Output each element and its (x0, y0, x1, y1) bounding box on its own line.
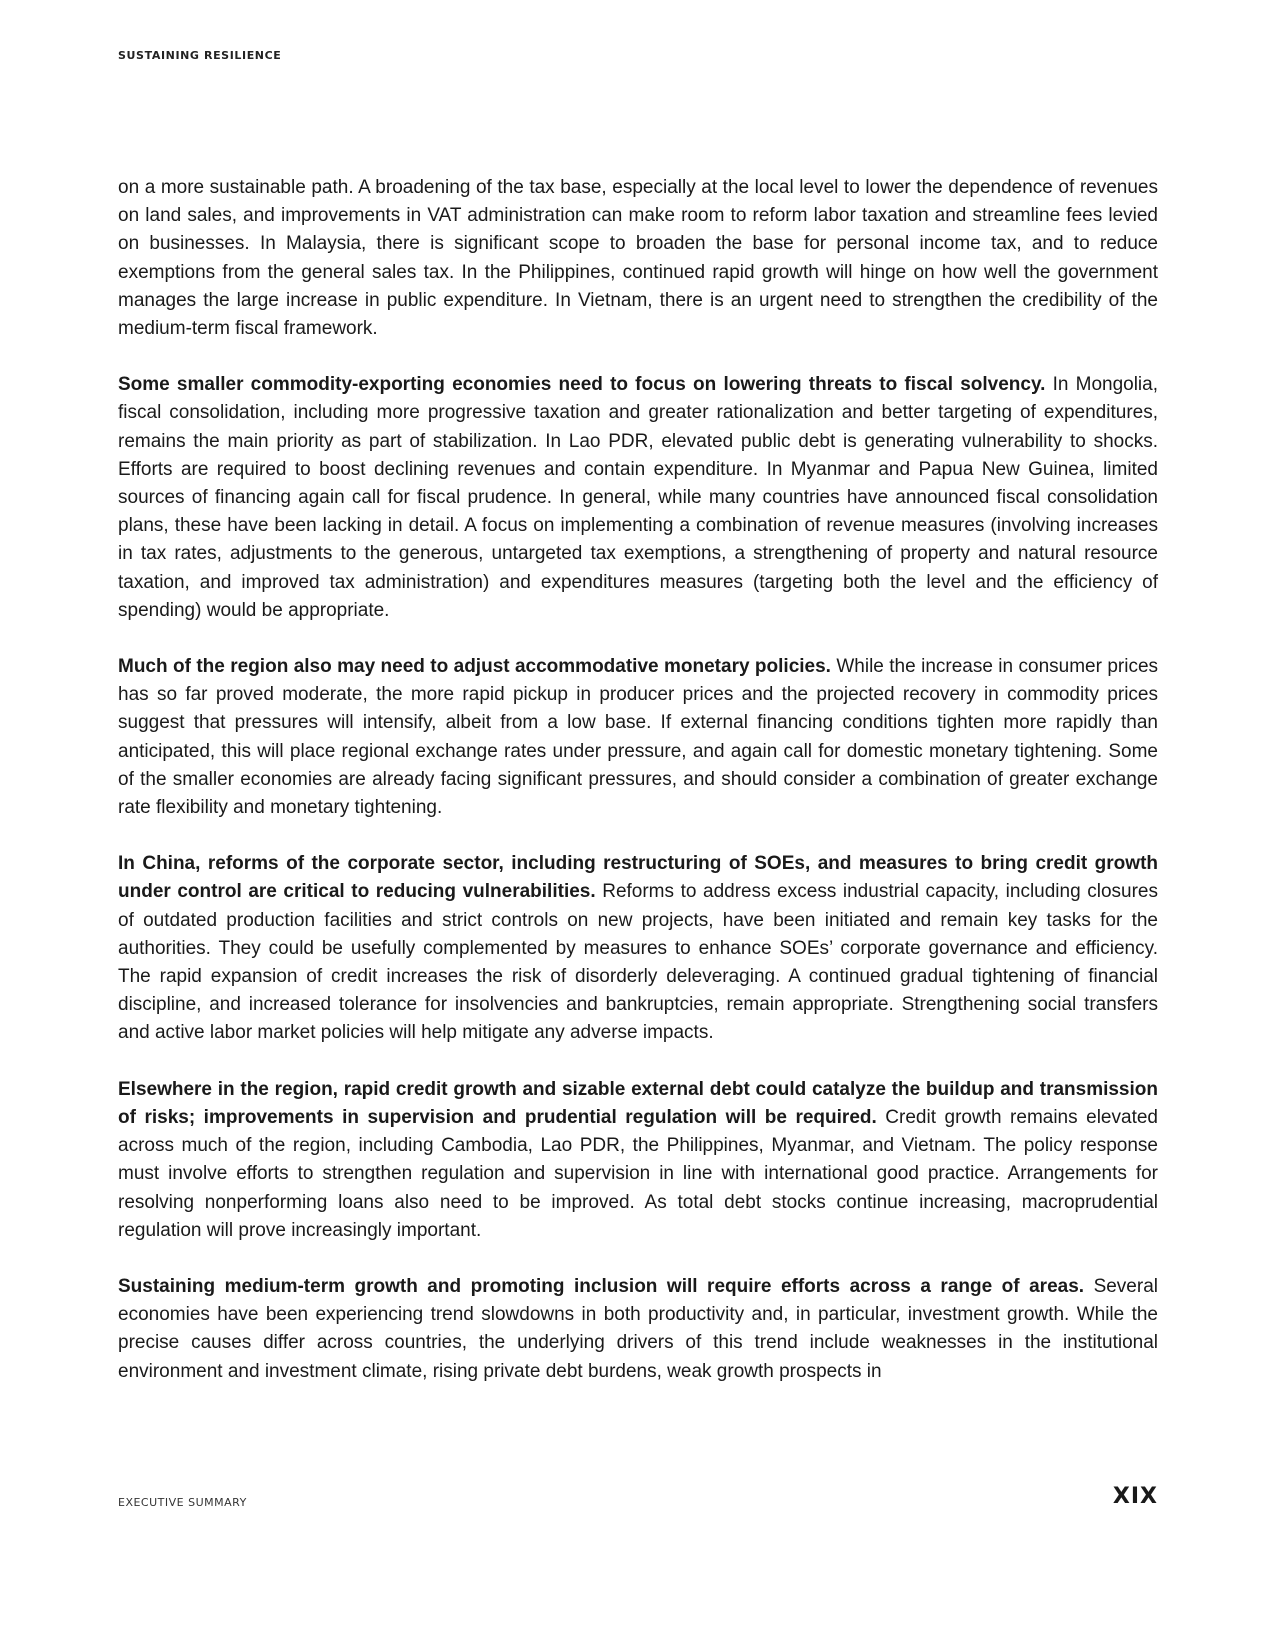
running-footer: EXECUTIVE SUMMARY (118, 1496, 247, 1509)
paragraph-text: While the increase in consumer prices has so far proved moderate, the more rapid pickup in producer prices and the projected recovery in commodity prices suggest that pressures will intensify, albeit from a low base. If external financing conditions tighten more rapidly than anticipated, this will place regional exchange rates under pressure, and again call for domestic monetary tightening. Some of the smaller economies are already facing significant pressures, and should consider a combination of greater exchange rate flexibility and monetary tightening. (118, 656, 1159, 819)
paragraph-fiscal-solvency (118, 371, 1158, 625)
paragraph-lead: Some smaller commodity-exporting economies need to focus on lowering threats to fiscal solvency. (118, 374, 1046, 396)
paragraph-text: Reforms to address excess industrial capacity, including closures of outdated production facilities and strict controls on new projects, have been initiated and remain key tasks for the authorities. They could be usefully complemented by measures to enhance SOEs’ corporate governance and efficiency. The rapid expansion of credit increases the risk of disorderly deleveraging. A continued gradual tightening of financial discipline, and increased tolerance for insolvencies and bankruptcies, remain appropriate. Strengthening social transfers and active labor market policies will help mitigate any adverse impacts. (118, 881, 1158, 1044)
paragraph-text: on a more sustainable path. A broadening of the tax base, especially at the local level to lower the dependence of revenues on land sales, and improvements in VAT administration can make room to reform labor taxation and streamline fees levied on businesses. In Malaysia, there is significant scope to broaden the base for personal income tax, and to reduce exemptions from the general sales tax. In the Philippines, continued rapid growth will hinge on how well the government manages the large increase in public expenditure. In Vietnam, there is an urgent need to strengthen the credibility of the medium-term fiscal framework. (118, 177, 1158, 340)
paragraph-medium-term-growth (118, 1273, 1158, 1386)
paragraph-lead: Elsewhere in the region, rapid credit growth and sizable external debt could catalyze the buildup and transmission of risks; improvements in supervision and prudential regulation will be required. (118, 1078, 1158, 1128)
paragraph-lead: In China, reforms of the corporate sector, including restructuring of SOEs, and measures to bring credit growth under control are critical to reducing vulnerabilities. (118, 853, 1158, 903)
paragraph-text: Credit growth remains elevated across much of the region, including Cambodia, Lao PDR, the Philippines, Myanmar, and Vietnam. The policy response must involve efforts to strengthen regulation and supervision in line with international good practice. Arrangements for resolving nonperforming loans also need to be improved. As total debt stocks continue increasing, macroprudential regulation will prove increasingly important. (118, 1106, 1158, 1241)
body-text (118, 174, 1158, 1414)
paragraph-continuation (118, 174, 1158, 343)
paragraph-lead: Much of the region also may need to adjust accommodative monetary policies. (118, 656, 831, 678)
paragraph-china-reforms (118, 850, 1158, 1047)
paragraph-text: In Mongolia, fiscal consolidation, including more progressive taxation and greater rationalization and better targeting of expenditures, remains the main priority as part of stabilization. In Lao PDR, elevated public debt is generating vulnerability to shocks. Efforts are required to boost declining revenues and contain expenditure. In Myanmar and Papua New Guinea, limited sources of financing again call for fiscal prudence. In general, while many countries have announced fiscal consolidation plans, these have been lacking in detail. A focus on implementing a combination of revenue measures (involving increases in tax rates, adjustments to the generous, untargeted tax exemptions, a strengthening of property and natural resource taxation, and improved tax administration) and expenditures measures (targeting both the level and the efficiency of spending) would be appropriate. (118, 374, 1158, 621)
paragraph-lead: Sustaining medium-term growth and promoting inclusion will require efforts across a range of areas. (118, 1275, 1085, 1297)
running-header: SUSTAINING RESILIENCE (118, 49, 282, 62)
page-number: XIX (1112, 1484, 1158, 1509)
paragraph-monetary-policy (118, 653, 1158, 822)
paragraph-credit-growth (118, 1076, 1158, 1245)
paragraph-text: Several economies have been experiencing trend slowdowns in both productivity and, in particular, investment growth. While the precise causes differ across countries, the underlying drivers of this trend include weaknesses in the institutional environment and investment climate, rising private debt burdens, weak growth prospects in (118, 1275, 1158, 1382)
